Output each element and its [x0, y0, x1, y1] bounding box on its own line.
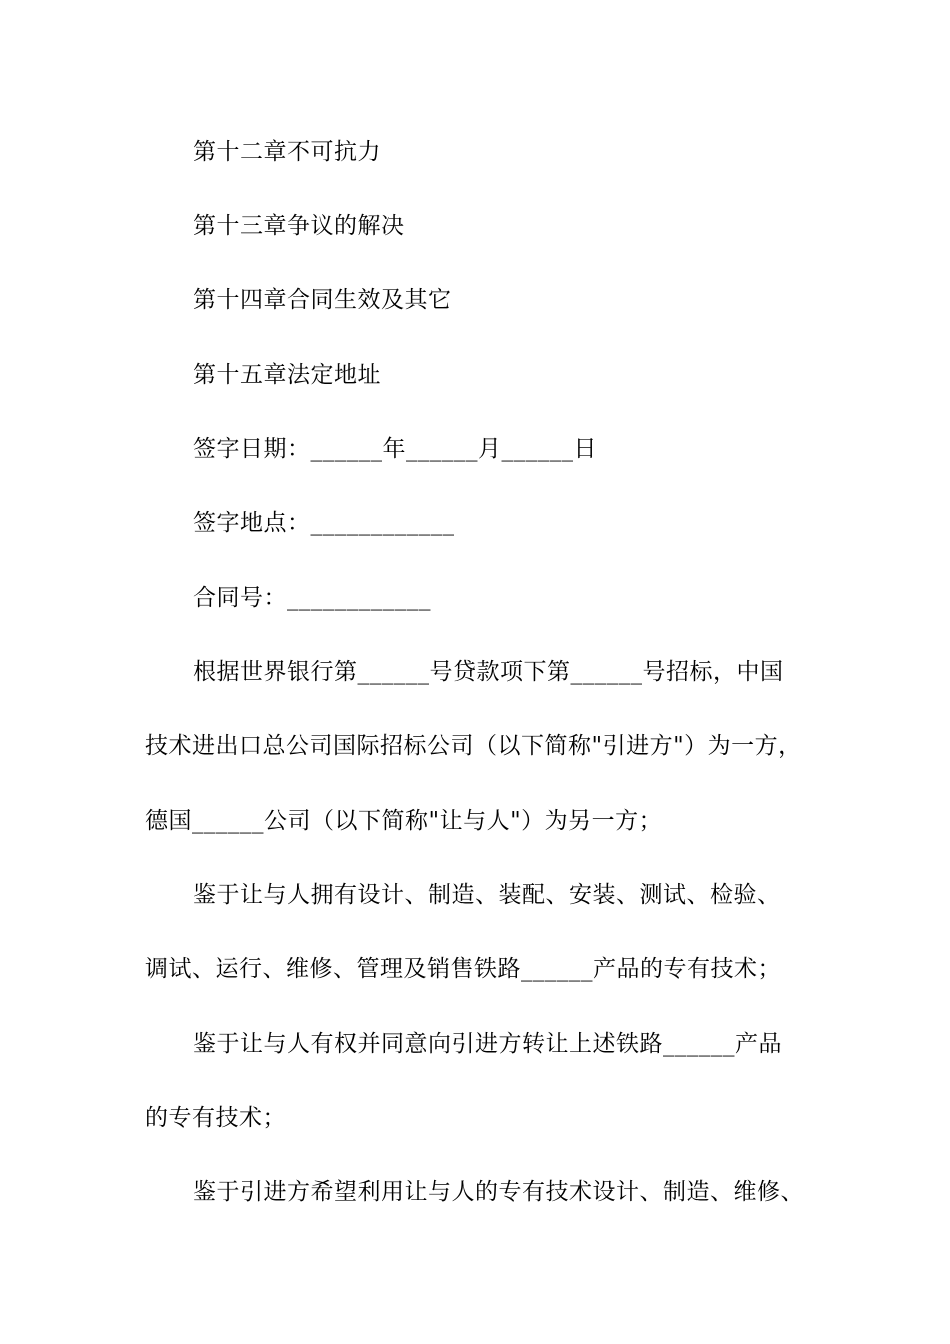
toc-chapter-13: 第十三章争议的解决 — [193, 213, 405, 239]
toc-chapter-12: 第十二章不可抗力 — [193, 139, 381, 165]
signing-date-line: 签字日期：______年______月______日 — [193, 436, 597, 462]
paragraph-line: 鉴于让与人拥有设计、制造、装配、安装、测试、检验、 — [193, 882, 781, 908]
contract-number-line: 合同号：____________ — [193, 585, 431, 611]
toc-chapter-15: 第十五章法定地址 — [193, 362, 381, 388]
paragraph-line: 技术进出口总公司国际招标公司（以下简称"引进方"）为一方， — [145, 733, 802, 759]
signing-place-line: 签字地点：____________ — [193, 510, 455, 536]
paragraph-line: 德国______公司（以下简称"让与人"）为另一方； — [145, 808, 663, 834]
toc-chapter-14: 第十四章合同生效及其它 — [193, 287, 452, 313]
paragraph-line: 调试、运行、维修、管理及销售铁路______产品的专有技术； — [145, 956, 781, 982]
paragraph-line: 鉴于让与人有权并同意向引进方转让上述铁路______产品 — [193, 1031, 782, 1057]
paragraph-line: 根据世界银行第______号贷款项下第______号招标，中国 — [193, 659, 784, 685]
paragraph-line: 鉴于引进方希望利用让与人的专有技术设计、制造、维修、 — [193, 1179, 804, 1205]
paragraph-line: 的专有技术； — [145, 1105, 286, 1131]
